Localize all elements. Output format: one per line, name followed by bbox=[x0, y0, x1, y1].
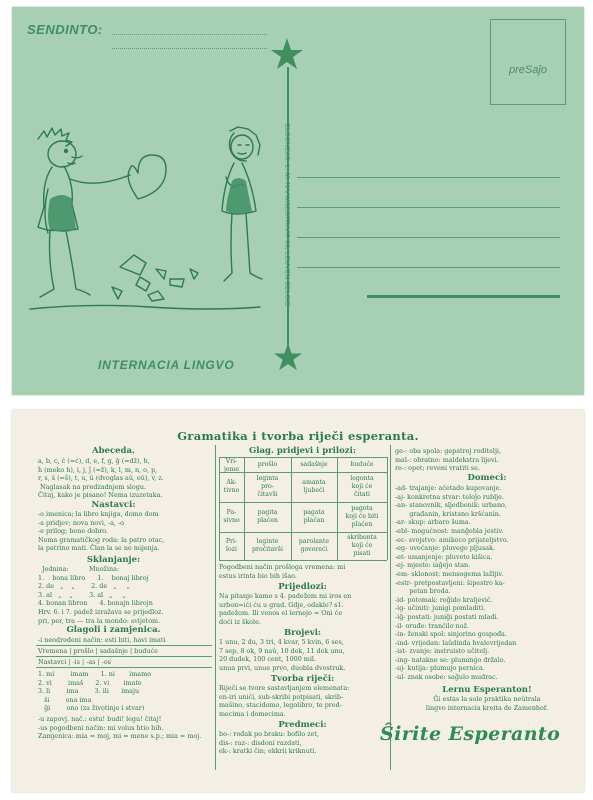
stamp-label: preSaĵo bbox=[509, 64, 547, 76]
star-icon bbox=[270, 37, 304, 71]
section-text: -o imenica; la libro knjiga, domo dom -a pridjev; nova novi, -a, -o -e prilog; bone dobro. Nema gramatičkog roda: la patro otac, la patrino mati. Član la se ne mijenja. bbox=[38, 510, 165, 553]
section-text: -i neodređeni način: esti biti, havi imati bbox=[38, 636, 166, 644]
table-cell: skribonta koji će pisati bbox=[347, 534, 377, 557]
table-row-label: Pa- sivno bbox=[223, 509, 240, 524]
sender-line bbox=[112, 34, 267, 35]
verb-table-head: Vremena | prošlo | sadašnje | buduće bbox=[38, 647, 158, 655]
footer-slogan: Ŝirite Esperanto bbox=[380, 723, 561, 745]
section-heading: Predmeci: bbox=[278, 720, 327, 730]
column-divider bbox=[390, 445, 391, 770]
section-text: Pogodbeni način prošloga vremena: mi estus irinta bio bih išao. bbox=[219, 563, 346, 580]
verb-table-rows: 1. mi imam 1. ni imamo 2. vi imaš 2. vi imate 3. li ima 3. ili imaju ŝi ona ima ĝi ono (za životinje i stvar) bbox=[38, 670, 151, 713]
section-text: Jednina: Množina: 1. bona libro 1. bonaj libroj 2. de „ „ 2. de „ „ 3. al „ „ 3. al „ „ 4. bonan libron 4. bonajn librojn Hrv. 6. i 7. padež izražava se prijedloz. pri, per, tra — tra la mondo: svijetom. bbox=[38, 565, 164, 625]
table-row-label: Pri- lozi bbox=[225, 538, 238, 553]
section-text: 1 unu, 2 du, 3 tri, 4 kvar, 5 kvin, 6 ses, 7 sep, 8 ok, 9 naŭ, 10 dek, 11 dek unu, 20 dudek, 100 cent, 1000 mil. unua prvi, unue prvo, duobla dvostruk. bbox=[219, 638, 346, 672]
section-text: Riječi se tvore sastavljanjem elemenata: en-iri unići, sub-skribi potpisati, skrib- maŝino, stacidomo, legolibro, te pred- mecima i domecima. bbox=[219, 684, 350, 718]
section-heading: Domeci: bbox=[467, 473, 507, 483]
table-cell: pagata plaćan bbox=[303, 509, 325, 524]
sender-line bbox=[112, 48, 267, 49]
section-heading: Brojevi: bbox=[283, 628, 322, 638]
table-rule bbox=[36, 645, 212, 646]
table-cell: pagota koji će biti plaćen bbox=[345, 505, 379, 528]
table-header: sadašnje bbox=[300, 461, 328, 468]
section-heading: Tvorba riječi: bbox=[270, 674, 335, 684]
section-heading: Glag. pridjevi i prilozi: bbox=[249, 446, 356, 456]
verb-table-sub: Nastavci | -is | -as | -os bbox=[38, 658, 111, 666]
stamp-box bbox=[490, 19, 566, 105]
table-rule bbox=[36, 656, 212, 657]
section-text: ge-: oba spola: gepatroj roditelji, mal-: obratno: maldekstra lijevi. re-: opet; reveni vratiti se. bbox=[395, 447, 501, 473]
cartoon-illustration bbox=[20, 119, 270, 334]
table-cell: parolante govoreći bbox=[298, 538, 330, 553]
section-heading: Nastavci: bbox=[91, 500, 136, 510]
star-icon bbox=[273, 342, 303, 372]
table-cell: legonta koji će čitati bbox=[350, 475, 374, 498]
table-cell: amanta ljubeći bbox=[302, 479, 326, 494]
address-line bbox=[367, 295, 560, 298]
section-heading: Abeceda. bbox=[92, 446, 135, 456]
table-cell: leginta pro- čitavši bbox=[256, 475, 279, 498]
section-heading: Lernu Esperanton! bbox=[442, 685, 532, 695]
section-text: -ad- trajanje: aĉetado kupovanje. -aj- konkretna stvar: teloĵo rublje. -an- stanovnik, sljedbenik: urbano, građanin, kristano kršćanin. -ar- skup: arbaro šuma. -ebl- mogućnost: manĝebla jestiv. -ec- svojstvo: amikeco prijateljstvo. -eg- uvećanje: pluvego pljusak. -et- umanjenje: pluveto kišica. -ej- mjesto: iaĝejo stan. -em- sklonost: mensogema lažljiv. -estr- pretpostavljeni: ŝipestro ka- petan broda. -id- potomak: reĝido kraljević. -ig- učiniti: junigi pomladiti. -iĝ- postati: juniĝi postati mlađi. -il- oruđe: tranĉilo nož. -in- ženski spol: sinjorino gospođa. -ind- vrijedan: laŭdinda hvalevrijedan -ist- zvanje: instruisto učitelj. -ing- natakne se: plumingo držalo. -uj- kutija: plumujo pernica. -ul- znak osobe: saĝulo mudrac. bbox=[395, 484, 517, 682]
table-header: prošlo bbox=[257, 461, 278, 468]
table-cell: leginte pročitavši bbox=[252, 538, 283, 553]
table-cell: pagita plaćen bbox=[257, 509, 278, 524]
section-text: Na pitanje kamo s 4. padežom mi iros en urbon=ići ću u grad. Gdje, odakle? s1. padežom. Ili venos el lernejo = Oni će doći iz škole. bbox=[219, 592, 352, 626]
publisher-imprint: ELDONEJO: L. M. NAAMSESTRAAT 66, LEUVEN BELGIE bbox=[283, 123, 291, 307]
table-row-label: Ak- tivno bbox=[223, 479, 240, 494]
table-header: Vri- jeme bbox=[223, 458, 240, 473]
table-header: buduće bbox=[350, 461, 374, 468]
address-line bbox=[297, 267, 560, 268]
section-text: -u zapovj. nač.: estu! budi! legu! čitaj! -us pogodbeni način: mi volus htio bih. Zamjenica: mia = moj, mi = mene s.p.; mia = moj. bbox=[38, 715, 202, 741]
section-text: Ĝi estas la sole praktika neŭtrala lingvo internacia kreita de Zamenhof. bbox=[425, 695, 549, 712]
section-text: a, b, c, ĉ (=ć), d, e, f, g, ĝ (=dž), h, ĥ (meko h), i, j, ĵ (=ž), k, l, m, n, o, p, r, s, ŝ (=š), t, u, ŭ (dvoglas aŭ, eŭ), v, z. Naglasak na predzadnjem slogu. Čitaj, kako je pisano! Nema izuzetaka. bbox=[38, 457, 164, 500]
section-text: bo-: rođak po braku: bofilo zet, dis-: raz-: disdoni razdati, ek-: kratki čin; ekkrii kriknuti. bbox=[219, 730, 319, 756]
section-heading: Sklanjanje: bbox=[86, 555, 141, 565]
address-line bbox=[297, 207, 560, 208]
address-line bbox=[297, 237, 560, 238]
address-line bbox=[297, 177, 560, 178]
postcard-front bbox=[12, 7, 584, 395]
page-title: Gramatika i tvorba riječi esperanta. bbox=[177, 429, 419, 443]
caption: INTERNACIA LINGVO bbox=[98, 358, 235, 372]
section-heading: Prijedlozi: bbox=[278, 582, 327, 592]
section-heading: Glagoli i zamjenica. bbox=[66, 625, 161, 635]
postcard-back bbox=[12, 410, 584, 792]
sender-label: SENDINTO: bbox=[27, 22, 103, 37]
table-rule bbox=[36, 667, 212, 668]
